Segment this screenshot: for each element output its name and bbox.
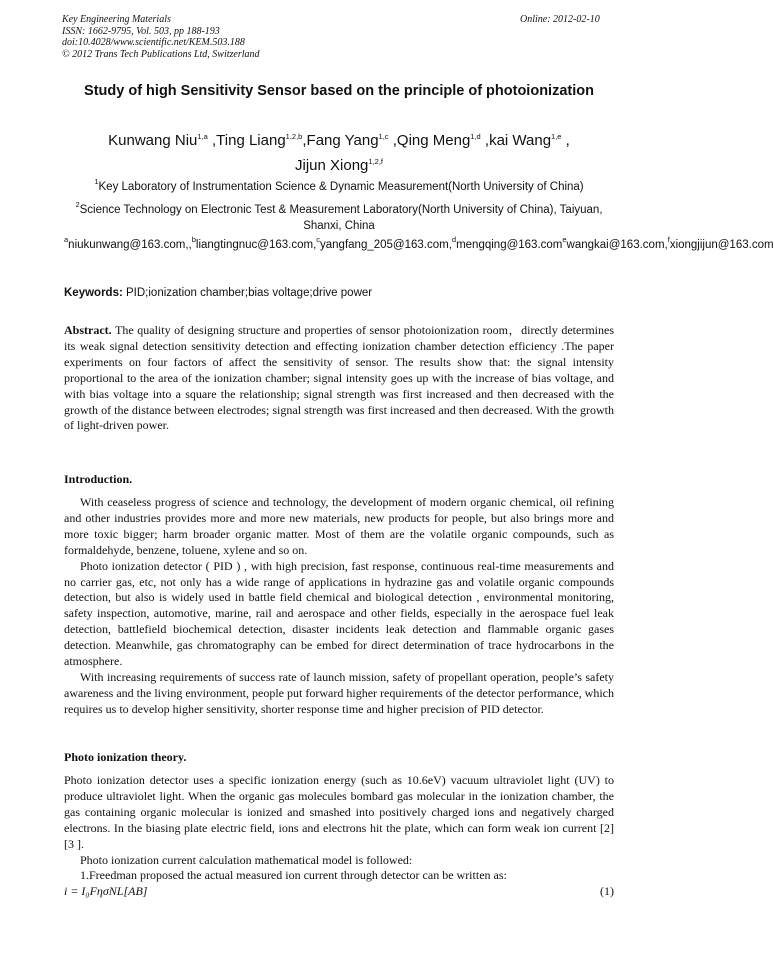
affiliation-2: $^2$Science Technology on Electronic Test & Measurement Laboratory(North University of China), Taiyuan, Shanxi, China [75,200,603,232]
keywords [64,287,372,299]
online-date: Online: 2012-02-10 [520,14,600,25]
paragraph: With ceaseless progress of science and technology, the development of modern organic chemical, oil refining and other industries provides more and more new materials, new products for people, but also brings more and more toxic bigger; harm broader organic matter. Most of them are the volatile organic compounds, such as formaldehyde, benzene, toluene, xylene and so on. [64,495,614,557]
paragraph: 1.Freedman proposed the actual measured ion current through detector can be written as: [80,868,507,883]
abstract-label: Abstract. [64,323,112,337]
email-link[interactable]: yangfang_205@163.com, [320,239,452,251]
keywords-text: PID;ionization chamber;bias voltage;drive power [126,287,373,299]
abstract-text: The quality of designing structure and properties of sensor photoionization room，directly determines its weak signal detection sensitivity detection and effecting ionization chamber detection efficiency .The paper experiments on four factors of affect the sensitivity of sensor. The results show that: the signal intensity proportional to the area of the ionization chamber; signal intensity goes up with the increase of bias voltage, and with bias voltage into a square the relationship; signal strength was first increased and then decreased with the growth of the distance between electrodes; signal strength was first increased and then decreased. With the growth of light-driven power. [64,323,614,433]
introduction-body [64,495,614,718]
paragraph: With increasing requirements of success rate of launch mission, safety of propellant operation, people’s safety awareness and the living environment, people put forward higher requirements of the detector performance, which requires us to develop higher sensitivity, shorter response time and higher precision of PID detector. [64,669,614,716]
introduction-heading: Introduction. [64,472,133,486]
author: Ting Liang$^{1,2,b}$, [216,132,307,149]
doi-line: doi:10.4028/www.scientific.net/KEM.503.188 [62,37,245,49]
paragraph: Photo ionization current calculation mathematical model is followed: [80,852,413,867]
affiliation-1: $^1$Key Laboratory of Instrumentation Science & Dynamic Measurement(North University of China) [94,177,584,193]
author: Jijun Xiong$^{1,2,f}$ [295,157,383,174]
paragraph: Photo ionization detector ( PID ) , with high precision, fast response, continuous real-time measurements and no carrier gas, etc, not only has a wide range of applications in hydrazine gas and volatile organic compounds detection, but also is widely used in battle field chemical and biological detection , environmental monitoring, safety inspection, automotive, marine, rail and aerospace and other fields, especially in the aerospace fuel leak detection, battlefield biochemical detection, disaster incidents leak detection and flammable organic gases detection. Meanwhile, gas chromatography can be embed for direct determination of trace hydrocarbons in the atmosphere. [64,558,614,669]
equation-number: (1) [600,884,614,899]
email-link[interactable]: liangtingnuc@163.com, [195,239,317,251]
email-link[interactable]: niukunwang@163.com,, [68,239,192,251]
author: Fang Yang$^{1,c}$ , [306,132,397,149]
copyright-line: © 2012 Trans Tech Publications Ltd, Switzerland [62,48,260,60]
abstract [64,323,614,434]
author: Qing Meng$^{1,d}$ , [396,132,490,149]
equation-text: i = I₀FησNL[AB] [64,884,148,899]
journal-name: Key Engineering Materials [62,14,171,25]
theory-body [64,773,614,900]
paragraph: Photo ionization detector uses a specific ionization energy (such as 10.6eV) vacuum ultraviolet light (UV) to produce ultraviolet light. When the organic gas molecules bombard gas molecular in the ionization chamber, the gas containing organic molecular is ionized and smashed into positively charged ions and negatively charged electrons. In the biasing plate electric field, ions and electrons hit the plate, which can form weak ion current [2] [3 ]. [64,773,614,851]
keywords-label: Keywords: [64,287,123,299]
theory-heading: Photo ionization theory. [64,750,187,764]
equation-1 [64,884,614,900]
issn-line: ISSN: 1662-9795, Vol. 503, pp 188-193 [62,25,220,37]
author-list [64,128,614,178]
journal-header [62,14,260,60]
author: kai Wang$^{1,e}$ , [489,132,570,149]
email-link[interactable]: xiongjijun@163.com [669,239,774,251]
author: Kunwang Niu$^{1,a}$ , [108,132,217,149]
email-link[interactable]: wangkai@163.com, [566,239,668,251]
email-link[interactable]: mengqing@163.com [456,239,563,251]
paper-title: Study of high Sensitivity Sensor based on the principle of photoionization [84,83,594,99]
email-list: $^a$niukunwang@163.com,,$^b$liangtingnuc@163.com,$^c$yangfang_205@163.com,$^d$mengqing@163.com$^e$wangkai@163.com,$^f$xiongjijun@163.com [64,235,774,251]
